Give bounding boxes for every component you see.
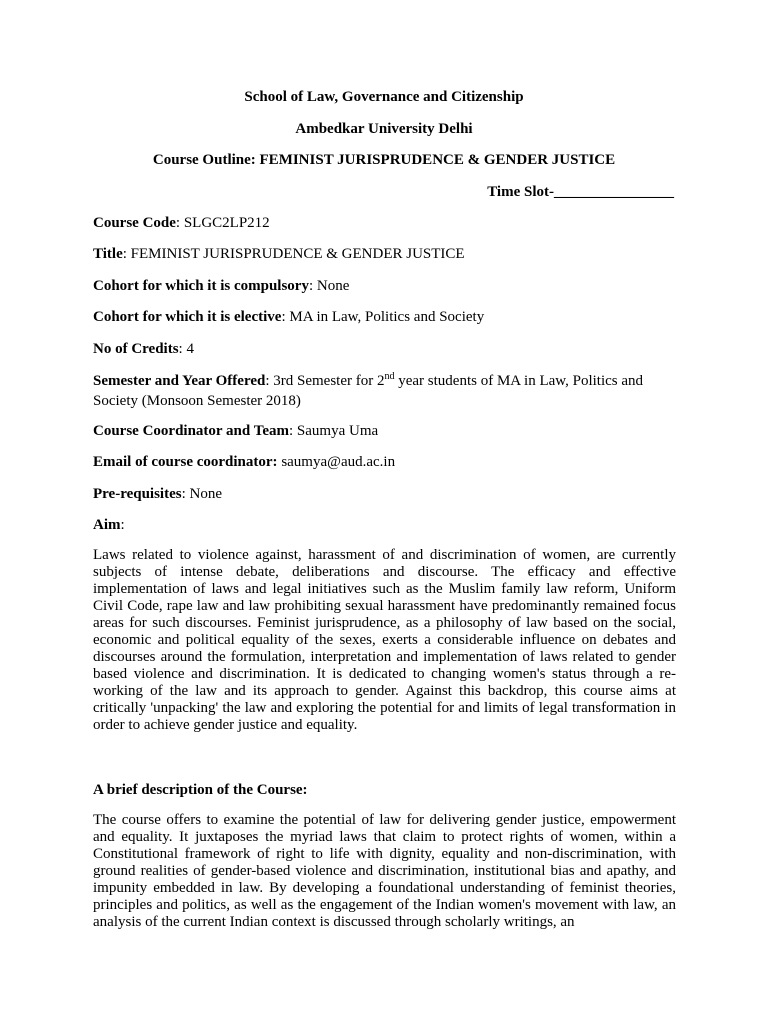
semester-value-b: year students of MA in Law, Politics and Society (Monsoon Semester 2018) xyxy=(93,373,644,409)
semester-value-a: : 3rd Semester for 2 xyxy=(265,373,385,389)
school-name: School of Law, Governance and Citizenship xyxy=(244,89,524,105)
title-value: : FEMINIST JURISPRUDENCE & GENDER JUSTICE xyxy=(122,246,465,262)
elective-row xyxy=(93,308,677,326)
semester-row xyxy=(93,371,677,411)
aim-colon: : xyxy=(120,517,125,533)
email-value: saumya@aud.ac.in xyxy=(277,454,396,470)
email-label: Email of course coordinator: xyxy=(93,454,278,470)
coordinator-label: Course Coordinator and Team xyxy=(93,423,289,439)
prereq-label: Pre-requisites xyxy=(93,486,182,502)
prereq-row xyxy=(93,485,677,503)
coordinator-value: : Saumya Uma xyxy=(289,423,379,439)
course-code-row xyxy=(93,214,677,232)
prereq-value: : None xyxy=(181,486,223,502)
title-label: Title xyxy=(93,246,123,262)
university-name: Ambedkar University Delhi xyxy=(295,121,473,137)
credits-label: No of Credits xyxy=(93,341,179,357)
course-outline-title: Course Outline: FEMINIST JURISPRUDENCE & GENDER JUSTICE xyxy=(152,152,616,168)
coordinator-row xyxy=(93,422,677,440)
course-code-value: : SLGC2LP212 xyxy=(175,215,270,231)
email-row xyxy=(93,453,677,471)
credits-row xyxy=(93,340,677,358)
title-row xyxy=(93,245,677,263)
aim-label: Aim xyxy=(93,517,121,533)
compulsory-label: Cohort for which it is compulsory xyxy=(93,278,309,294)
aim-paragraph: Laws related to violence against, harassment of and discrimination of women, are currently subjects of intense debate, deliberations and discourse. The efficacy and effective implementation of laws and legal initiatives such as the Muslim family law reform, Uniform Civil Code, rape law and law prohibiting sexual harassment have predominantly remained focus areas for such discourses. Feminist jurisprudence, as a philosophy of law based on the social, economic and political equality of the sexes, exerts a considerable influence on debates and discourses around the formulation, interpretation and implementation of laws related to gender based violence and discrimination. It is dedicated to changing women's status through a re-working of the law and its approach to gender. Against this backdrop, this course aims at critically 'unpacking' the law and exploring the potential for and limits of legal transformation in order to achieve gender justice and equality. xyxy=(93,547,676,733)
course-code-label: Course Code xyxy=(93,215,176,231)
compulsory-value: : None xyxy=(308,278,350,294)
aim-row xyxy=(93,516,677,534)
elective-label: Cohort for which it is elective xyxy=(93,309,282,325)
elective-value: : MA in Law, Politics and Society xyxy=(281,309,485,325)
compulsory-row xyxy=(93,277,677,295)
description-heading: A brief description of the Course: xyxy=(93,782,308,798)
credits-value: : 4 xyxy=(178,341,194,357)
semester-sup: nd xyxy=(384,371,395,382)
description-paragraph: The course offers to examine the potential of law for delivering gender justice, empowerment and equality. It juxtaposes the myriad laws that claim to protect rights of women, within a Constitutional framework of right to life with dignity, equality and non-discrimination, with ground realities of gender-based violence and discrimination, institutional bias and apathy, and impunity embedded in law. By developing a foundational understanding of feminist theories, principles and politics, as well as the engagement of the Indian women's movement with law, an analysis of the current Indian context is discussed through scholarly writings, an xyxy=(93,812,676,930)
semester-label: Semester and Year Offered xyxy=(93,373,266,389)
time-slot: Time Slot-________________ xyxy=(487,184,674,200)
